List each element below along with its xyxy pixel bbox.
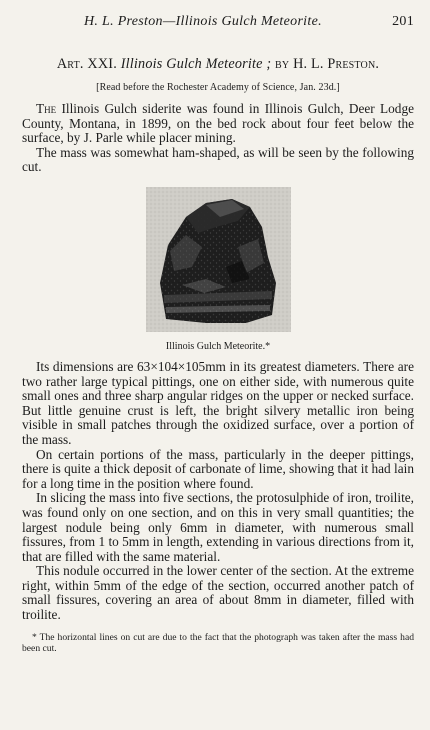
paragraph-nodule: This nodule occurred in the lower center of the section. At the extreme right, within 5mm of the edge of the section, occurred another patch of small fissures, covering an area of about 8mm in diameter, filled with troilite. (22, 563, 414, 623)
lead-word: The (36, 101, 57, 116)
meteorite-photo (146, 187, 291, 332)
page (22, 14, 414, 655)
figure-caption: Illinois Gulch Meteorite.* (165, 340, 271, 352)
page-number: 201 (392, 14, 414, 29)
meteorite-image (146, 187, 291, 332)
article-name: Illinois Gulch Meteorite ; (120, 56, 272, 72)
intro-paragraph-2: The mass was somewhat ham-shaped, as will be seen by the following cut. (22, 144, 414, 175)
footnote: * The horizontal lines on cut are due to the fact that the photograph was taken after the mass had been cut. (22, 631, 414, 655)
article-title (22, 56, 414, 73)
article-byline: by H. L. Preston. (275, 56, 380, 72)
paragraph-carbonate: On certain portions of the mass, particularly in the deeper pittings, there is quite a thick deposit of carbonate of lime, showing that it had lain for a long time in the position where found. (22, 446, 414, 491)
running-head (22, 14, 414, 36)
intro-paragraph (22, 102, 414, 146)
intro-text: Illinois Gulch siderite was found in Illinois Gulch, Deer Lodge County, Montana, in 1899, on the bed rock about four feet below the surface, by J. Parle while placer mining. (22, 101, 414, 146)
paragraph-dimensions: Its dimensions are 63×104×105mm in its greatest diameters. There are two rather large typical pittings, one on either side, with numerous quite small ones and three sharp angular ridges on the upper or necked surface. But little genuine crust is left, the bright silvery metallic iron being visible in small patches through the oxidized surface, over a portion of the mass. (22, 358, 414, 447)
article-number: Art. XXI. (56, 56, 117, 72)
paragraph-slicing: In slicing the mass into five sections, the protosulphide of iron, troilite, was found only on one section, and on this in very small quantities; the largest nodule being only 6mm in diameter, with numerous small fissures, from 1 to 5mm in length, extending in various directions from it, that are filled with the same material. (22, 490, 414, 564)
reading-note: [Read before the Rochester Academy of Science, Jan. 23d.] (96, 82, 340, 93)
running-head-title: H. L. Preston—Illinois Gulch Meteorite. (84, 14, 322, 29)
